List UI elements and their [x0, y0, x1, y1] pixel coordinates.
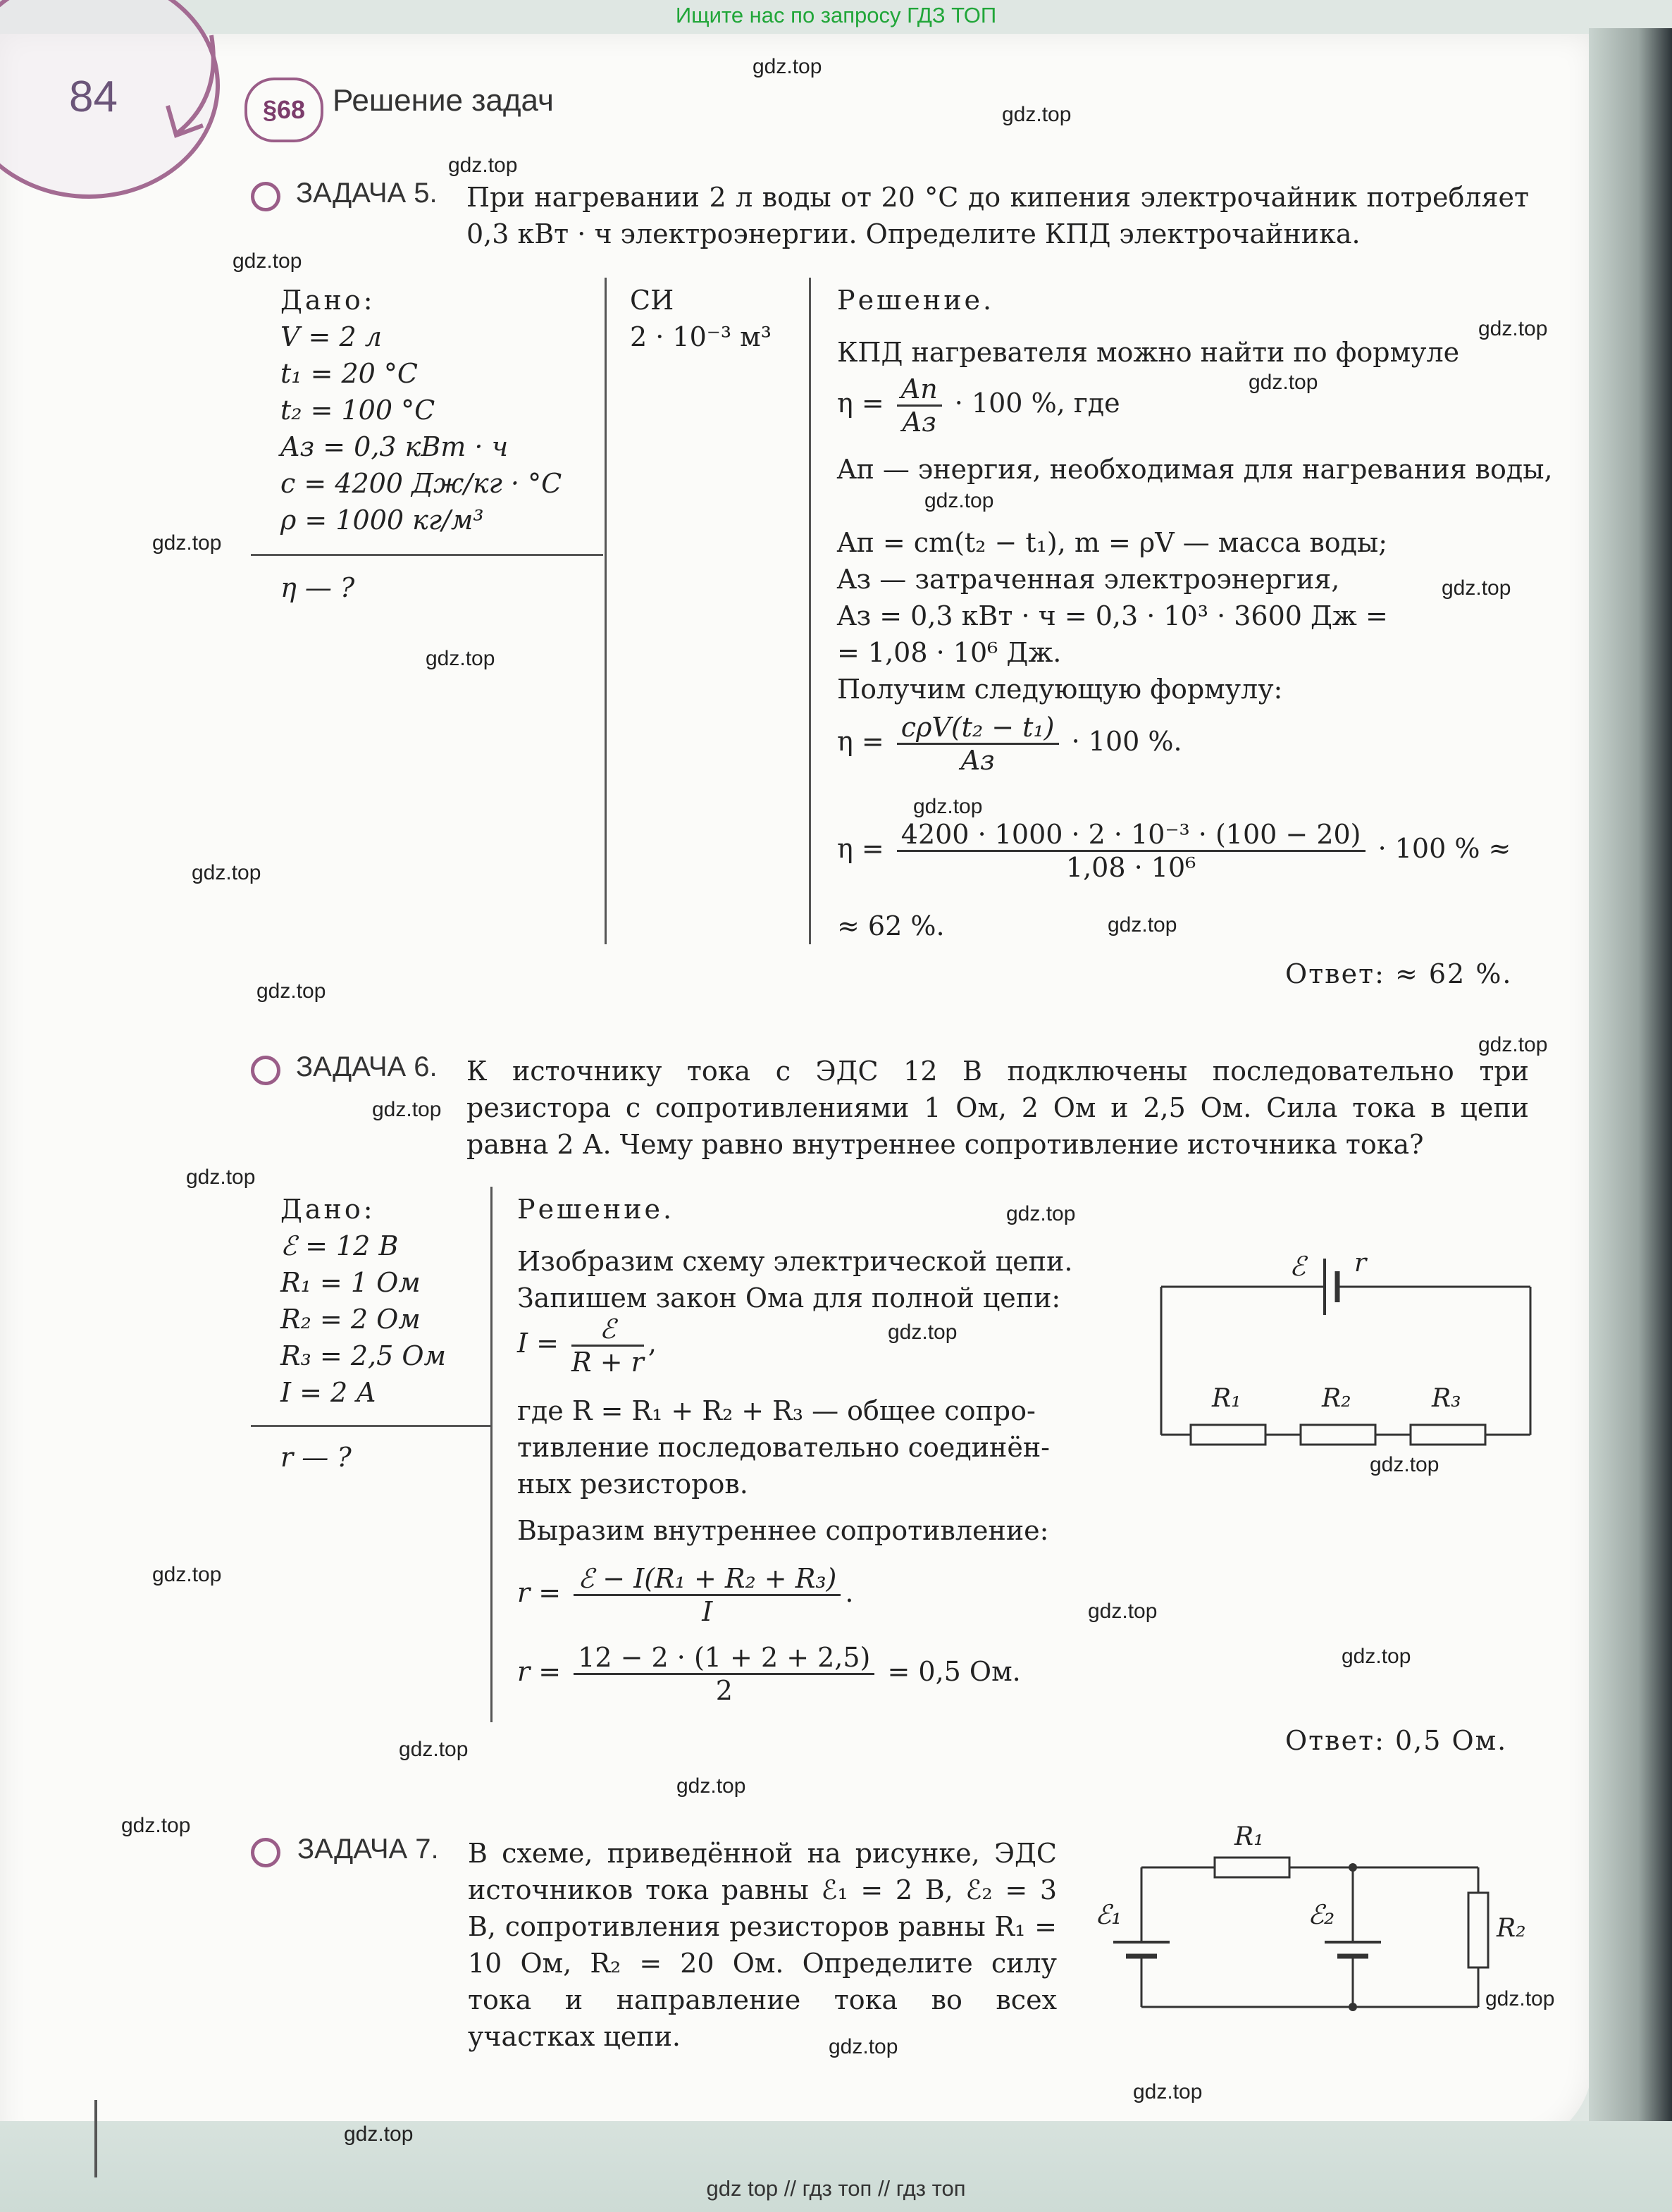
task5-solution-line: ≈ 62 %.	[837, 910, 945, 941]
watermark: gdz.top	[913, 795, 983, 818]
task5-solution-line: КПД нагревателя можно найти по формуле	[837, 337, 1460, 368]
watermark: gdz.top	[1478, 1033, 1548, 1056]
fraction	[574, 1642, 874, 1706]
formula-tail: · 100 %, где	[954, 388, 1120, 419]
watermark: gdz.top	[924, 489, 994, 512]
watermark: gdz.top	[256, 980, 326, 1003]
circuit-label: R₂	[1322, 1384, 1351, 1413]
fraction-numerator: ℰ − I(R₁ + R₂ + R₃)	[574, 1563, 841, 1596]
task6-given-item: R₂ = 2 Ом	[280, 1304, 421, 1335]
task5-label: ЗАДАЧА 5.	[296, 178, 438, 209]
task7-label: ЗАДАЧА 7.	[297, 1834, 439, 1865]
circuit-label: R₂	[1497, 1914, 1526, 1943]
eta-symbol: η =	[837, 833, 884, 864]
circuit-label: ℰ₂	[1308, 1899, 1335, 1930]
watermark: gdz.top	[888, 1321, 958, 1344]
circuit-label: R₁	[1212, 1384, 1241, 1413]
watermark: gdz.top	[372, 1098, 442, 1121]
task5-given-divider	[251, 554, 603, 556]
task5-find: η — ?	[280, 572, 355, 603]
arrow-icon	[155, 28, 233, 148]
fraction	[897, 819, 1366, 883]
watermark: gdz.top	[1006, 1202, 1076, 1225]
task5-solution-line: Получим следующую формулу:	[837, 674, 1283, 705]
watermark: gdz.top	[233, 249, 302, 273]
watermark: gdz.top	[1002, 103, 1072, 126]
circuit-label: ℰ₁	[1095, 1899, 1122, 1930]
watermark: gdz.top	[1478, 317, 1548, 340]
task6-column-divider	[490, 1187, 493, 1722]
formula-tail: · 100 % ≈	[1377, 833, 1511, 864]
fraction-numerator: Aп	[897, 373, 942, 407]
watermark: gdz.top	[448, 154, 518, 177]
watermark: gdz.top	[829, 2035, 898, 2058]
fraction-denominator: 2	[715, 1675, 733, 1706]
junction-dot	[1349, 2003, 1357, 2011]
watermark: gdz.top	[121, 1814, 191, 1837]
task5-given-item: V = 2 л	[280, 321, 382, 352]
fraction	[574, 1563, 841, 1627]
fraction-denominator: I	[702, 1596, 713, 1627]
section-title: Решение задач	[333, 83, 554, 118]
task6-formula-numeric	[517, 1642, 1021, 1706]
task6-solution-title: Решение.	[517, 1194, 675, 1225]
task6-given-divider	[251, 1425, 490, 1427]
watermark: gdz.top	[152, 531, 222, 555]
top-ad-banner[interactable]: Ищите нас по запросу ГДЗ ТОП	[675, 3, 997, 27]
watermark: gdz.top	[676, 1774, 746, 1798]
task5-given-item: ρ = 1000 кг/м³	[280, 505, 484, 536]
task6-given-item: R₃ = 2,5 Ом	[280, 1340, 447, 1371]
task6-solution-line: Запишем закон Ома для полной цепи:	[517, 1283, 1061, 1314]
task6-circuit-diagram	[1148, 1240, 1543, 1459]
circuit-label: r	[1354, 1249, 1367, 1278]
watermark: gdz.top	[753, 55, 822, 78]
watermark: gdz.top	[426, 647, 495, 670]
task6-given-item: ℰ = 12 В	[280, 1230, 399, 1261]
task5-answer: Ответ: ≈ 62 %.	[1285, 958, 1513, 989]
fraction-numerator: 4200 · 1000 · 2 · 10⁻³ · (100 − 20)	[897, 819, 1366, 852]
formula-lhs: r =	[517, 1577, 562, 1608]
task6-solution-line: где R = R₁ + R₂ + R₃ — общее сопро-	[517, 1395, 1036, 1426]
watermark: gdz.top	[1342, 1645, 1411, 1668]
fraction-denominator: Aз	[902, 407, 936, 438]
bottom-ad-banner[interactable]: gdz top // гдз топ // гдз топ	[706, 2176, 966, 2201]
watermark: gdz.top	[344, 2123, 414, 2146]
fraction-denominator: Aз	[960, 745, 995, 776]
fraction	[571, 1314, 644, 1378]
junction-dot	[1349, 1863, 1357, 1872]
task5-solution-line: Aп — энергия, необходимая для нагревания воды,	[837, 454, 1553, 485]
fraction	[897, 712, 1059, 776]
task5-column-divider	[605, 278, 607, 944]
task7-statement: В схеме, приведённой на рисунке, ЭДС источников тока равны ℰ₁ = 2 В, ℰ₂ = 3 В, сопротивления резисторов равны R₁ = 10 Ом, R₂ = 20 Ом. Определите силу тока и направление тока во всех участках цепи.	[468, 1838, 1057, 2052]
formula-tail: = 0,5 Ом.	[887, 1656, 1021, 1687]
task5-solution-line: Aп = cm(t₂ − t₁), m = ρV — масса воды;	[837, 527, 1388, 558]
task6-label: ЗАДАЧА 6.	[296, 1051, 438, 1082]
fraction-numerator: cρV(t₂ − t₁)	[897, 712, 1059, 745]
fraction	[897, 373, 942, 438]
watermark: gdz.top	[1249, 371, 1318, 394]
watermark: gdz.top	[186, 1166, 256, 1189]
task5-si-value: 2 · 10⁻³ м³	[630, 321, 772, 352]
task5-formula-kpd	[837, 373, 1120, 438]
fraction-denominator: R + r	[571, 1347, 644, 1378]
task-bullet-icon	[251, 1056, 280, 1085]
task6-given-item: I = 2 А	[280, 1377, 377, 1408]
fraction-denominator: 1,08 · 10⁶	[1065, 852, 1196, 883]
watermark: gdz.top	[1133, 2080, 1203, 2103]
task6-solution-line: Изобразим схему электрической цепи.	[517, 1246, 1073, 1277]
task5-solution-line: Aз = 0,3 кВт · ч = 0,3 · 10³ · 3600 Дж =	[837, 600, 1388, 631]
circuit-label: R₃	[1432, 1384, 1461, 1413]
task6-given-title: Дано:	[280, 1194, 376, 1225]
task-bullet-icon	[251, 182, 280, 211]
formula-lhs: r =	[517, 1656, 562, 1687]
task5-solution-line: = 1,08 · 10⁶ Дж.	[837, 637, 1062, 668]
watermark: gdz.top	[1485, 1987, 1555, 2010]
task6-solution-line: Выразим внутреннее сопротивление:	[517, 1515, 1049, 1546]
task7-circuit-diagram	[1085, 1811, 1536, 2022]
section-badge: §68	[244, 78, 323, 142]
task6-solution-line: тивление последовательно соединён-	[517, 1432, 1051, 1463]
task6-solution-line: ных резисторов.	[517, 1469, 748, 1500]
circuit-label: R₁	[1234, 1822, 1264, 1851]
eta-symbol: η =	[837, 388, 884, 419]
watermark: gdz.top	[1370, 1453, 1439, 1476]
task6-find: r — ?	[280, 1442, 352, 1473]
fraction-numerator: ℰ	[571, 1314, 644, 1347]
fraction-numerator: 12 − 2 · (1 + 2 + 2,5)	[574, 1642, 874, 1675]
page-edge	[1589, 28, 1672, 2212]
task5-given-title: Дано:	[280, 285, 376, 316]
task5-formula-numeric	[837, 819, 1511, 883]
task5-si-title: СИ	[630, 285, 674, 316]
task5-formula-general	[837, 712, 1182, 776]
margin-line	[94, 2100, 97, 2177]
formula-tail: · 100 %.	[1071, 726, 1182, 757]
watermark: gdz.top	[1442, 576, 1511, 600]
task-bullet-icon	[251, 1838, 280, 1867]
watermark: gdz.top	[1088, 1600, 1158, 1623]
task6-statement: К источнику тока с ЭДС 12 В подключены последовательно три резистора с сопротивлениями 1 Ом, 2 Ом и 2,5 Ом. Сила тока в цепи равна 2 А. Чему равно внутреннее сопротивление источника тока?	[466, 1056, 1529, 1160]
watermark: gdz.top	[192, 861, 261, 884]
task5-column-divider	[809, 278, 811, 944]
watermark: gdz.top	[399, 1738, 469, 1761]
task5-given-item: t₂ = 100 °С	[280, 395, 435, 426]
task5-solution-title: Решение.	[837, 285, 995, 316]
task6-answer: Ответ: 0,5 Ом.	[1285, 1725, 1508, 1756]
task6-given-item: R₁ = 1 Ом	[280, 1267, 421, 1298]
task5-given-item: c = 4200 Дж/кг · °С	[280, 468, 562, 499]
task6-formula-r: r = $\frac{\text{ℰ − I(R₁ + R₂ + R₃)}}{I}$ .	[517, 1563, 854, 1627]
task5-given-item: Aз = 0,3 кВт · ч	[280, 431, 509, 462]
eta-symbol: η =	[837, 726, 884, 757]
circuit-label: ℰ	[1289, 1251, 1306, 1282]
task5-statement: При нагревании 2 л воды от 20 °С до кипения электрочайник потребляет 0,3 кВт · ч электроэнергии. Определите КПД электрочайника.	[466, 182, 1529, 249]
task6-formula-ohm: I = $\frac{\text{ℰ}}{R + r}$ ,	[517, 1314, 657, 1378]
formula-lhs: I =	[517, 1328, 559, 1359]
task5-solution-line: Aз — затраченная электроэнергия,	[837, 564, 1340, 595]
page-number: 84	[69, 73, 118, 121]
watermark: gdz.top	[152, 1563, 222, 1586]
watermark: gdz.top	[1108, 913, 1177, 937]
task5-given-item: t₁ = 20 °С	[280, 358, 419, 389]
